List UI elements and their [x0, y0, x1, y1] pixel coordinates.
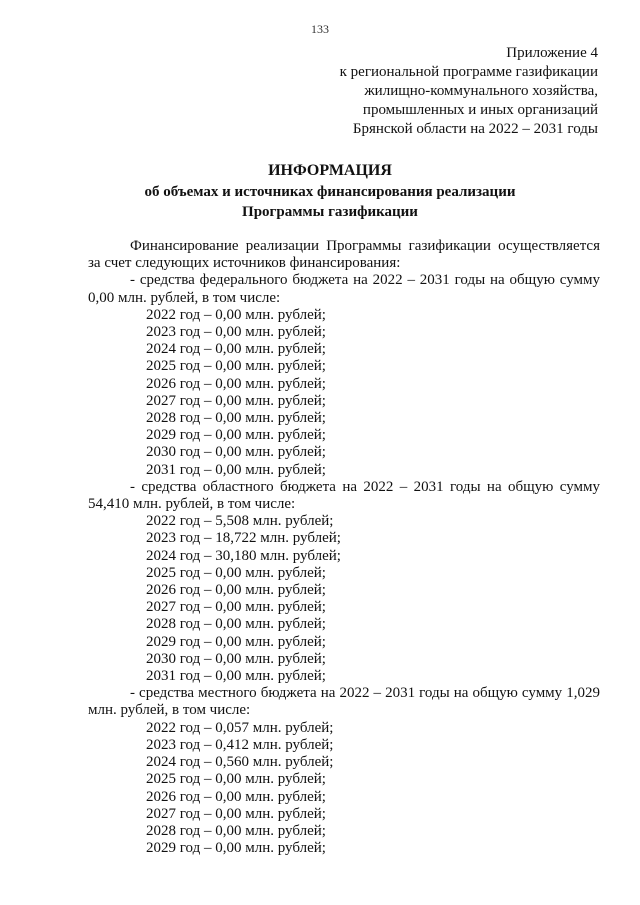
- intro-paragraph: Финансирование реализации Программы газификации осуществляется за счет следующих источников финансирования:: [88, 238, 600, 272]
- year-line: 2025 год – 0,00 млн. рублей;: [146, 564, 326, 581]
- year-line: 2022 год – 5,508 млн. рублей;: [146, 513, 334, 530]
- year-line: 2026 год – 0,00 млн. рублей;: [146, 375, 326, 392]
- appendix-line: Приложение 4: [506, 45, 598, 61]
- year-line: 2024 год – 0,560 млн. рублей;: [146, 754, 334, 771]
- year-line: 2025 год – 0,00 млн. рублей;: [146, 771, 326, 788]
- year-line: 2024 год – 0,00 млн. рублей;: [146, 341, 326, 358]
- year-line: 2028 год – 0,00 млн. рублей;: [146, 822, 326, 839]
- local-budget-years: [88, 720, 600, 858]
- year-line: 2030 год – 0,00 млн. рублей;: [146, 444, 326, 461]
- regional-budget-lead: - средства областного бюджета на 2022 – 2031 годы на общую сумму 54,410 млн. рублей, в том числе:: [88, 478, 600, 513]
- heading-subtitle: об объемах и источниках финансирования реализации: [144, 184, 516, 200]
- appendix-note: [238, 44, 598, 139]
- year-line: 2022 год – 0,00 млн. рублей;: [146, 306, 326, 323]
- document-body: [88, 238, 600, 857]
- regional-budget-years: [88, 513, 600, 685]
- year-line: 2026 год – 0,00 млн. рублей;: [146, 788, 326, 805]
- year-line: 2030 год – 0,00 млн. рублей;: [146, 650, 326, 667]
- year-line: 2027 год – 0,00 млн. рублей;: [146, 599, 326, 616]
- year-line: 2027 год – 0,00 млн. рублей;: [146, 805, 326, 822]
- federal-budget-years: [88, 307, 600, 479]
- year-line: 2024 год – 30,180 млн. рублей;: [146, 547, 341, 564]
- year-line: 2023 год – 0,00 млн. рублей;: [146, 324, 326, 341]
- year-line: 2028 год – 0,00 млн. рублей;: [146, 410, 326, 427]
- appendix-line: жилищно-коммунального хозяйства,: [364, 83, 598, 99]
- appendix-line: промышленных и иных организаций: [362, 102, 598, 118]
- page-number: 133: [311, 22, 329, 36]
- local-budget-lead: - средства местного бюджета на 2022 – 2031 годы на общую сумму 1,029 млн. рублей, в том числе:: [88, 685, 600, 719]
- year-line: 2023 год – 0,412 млн. рублей;: [146, 736, 334, 753]
- year-line: 2029 год – 0,00 млн. рублей;: [146, 633, 326, 650]
- heading-subtitle: Программы газификации: [242, 204, 418, 220]
- year-line: 2022 год – 0,057 млн. рублей;: [146, 719, 334, 736]
- year-line: 2023 год – 18,722 млн. рублей;: [146, 530, 341, 547]
- document-heading: [60, 160, 600, 222]
- year-line: 2028 год – 0,00 млн. рублей;: [146, 616, 326, 633]
- year-line: 2029 год – 0,00 млн. рублей;: [146, 840, 326, 857]
- appendix-line: Брянской области на 2022 – 2031 годы: [352, 121, 598, 137]
- year-line: 2025 год – 0,00 млн. рублей;: [146, 358, 326, 375]
- year-line: 2031 год – 0,00 млн. рублей;: [146, 461, 326, 478]
- federal-budget-lead: - средства федерального бюджета на 2022 – 2031 годы на общую сумму 0,00 млн. рублей, в том числе:: [88, 272, 600, 306]
- year-line: 2026 год – 0,00 млн. рублей;: [146, 582, 326, 599]
- year-line: 2027 год – 0,00 млн. рублей;: [146, 392, 326, 409]
- year-line: 2029 год – 0,00 млн. рублей;: [146, 427, 326, 444]
- heading-title: ИНФОРМАЦИЯ: [268, 162, 392, 179]
- year-line: 2031 год – 0,00 млн. рублей;: [146, 668, 326, 685]
- appendix-line: к региональной программе газификации: [339, 64, 598, 80]
